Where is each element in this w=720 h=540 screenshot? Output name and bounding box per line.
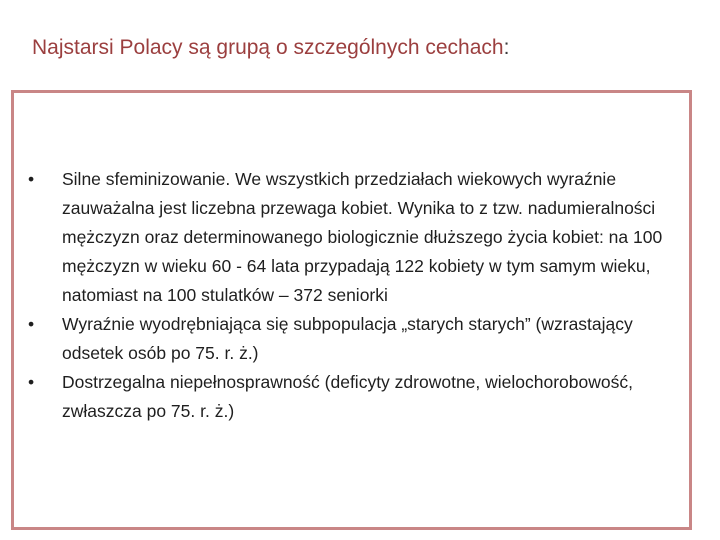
bullet-dot: • [28, 314, 35, 334]
bullet-item-disability [28, 368, 668, 426]
bullet-dot: • [28, 169, 35, 189]
bullet-item-oldest-old [28, 310, 668, 368]
bullet-text: Silne sfeminizowanie. We wszystkich przedziałach wiekowych wyraźnie zauważalna jest liczebna przewaga kobiet. Wynika to z tzw. nadumieralności mężczyzn oraz determinowanego biologicznie dłuższego życia kobiet: na 100 mężczyzn w wieku 60 - 64 lata przypadają 122 kobiety w tym samym wieku, natomiast na 100 stulatków – 372 seniorki [62, 169, 663, 305]
bullet-list [28, 165, 668, 426]
slide-title-colon: : [503, 36, 510, 59]
bullet-dot: • [28, 372, 35, 392]
bullet-text: Wyraźnie wyodrębniająca się subpopulacja „starych starych” (wzrastający odsetek osób po 75. r. ż.) [62, 314, 633, 363]
bullet-item-feminization [28, 165, 668, 310]
bullet-text: Dostrzegalna niepełnosprawność (deficyty zdrowotne, wielochorobowość, zwłaszcza po 75. r. ż.) [62, 372, 633, 421]
content-box [11, 90, 692, 530]
slide-title-text: Najstarsi Polacy są grupą o szczególnych cechach [32, 36, 504, 59]
slide-title [32, 36, 509, 60]
